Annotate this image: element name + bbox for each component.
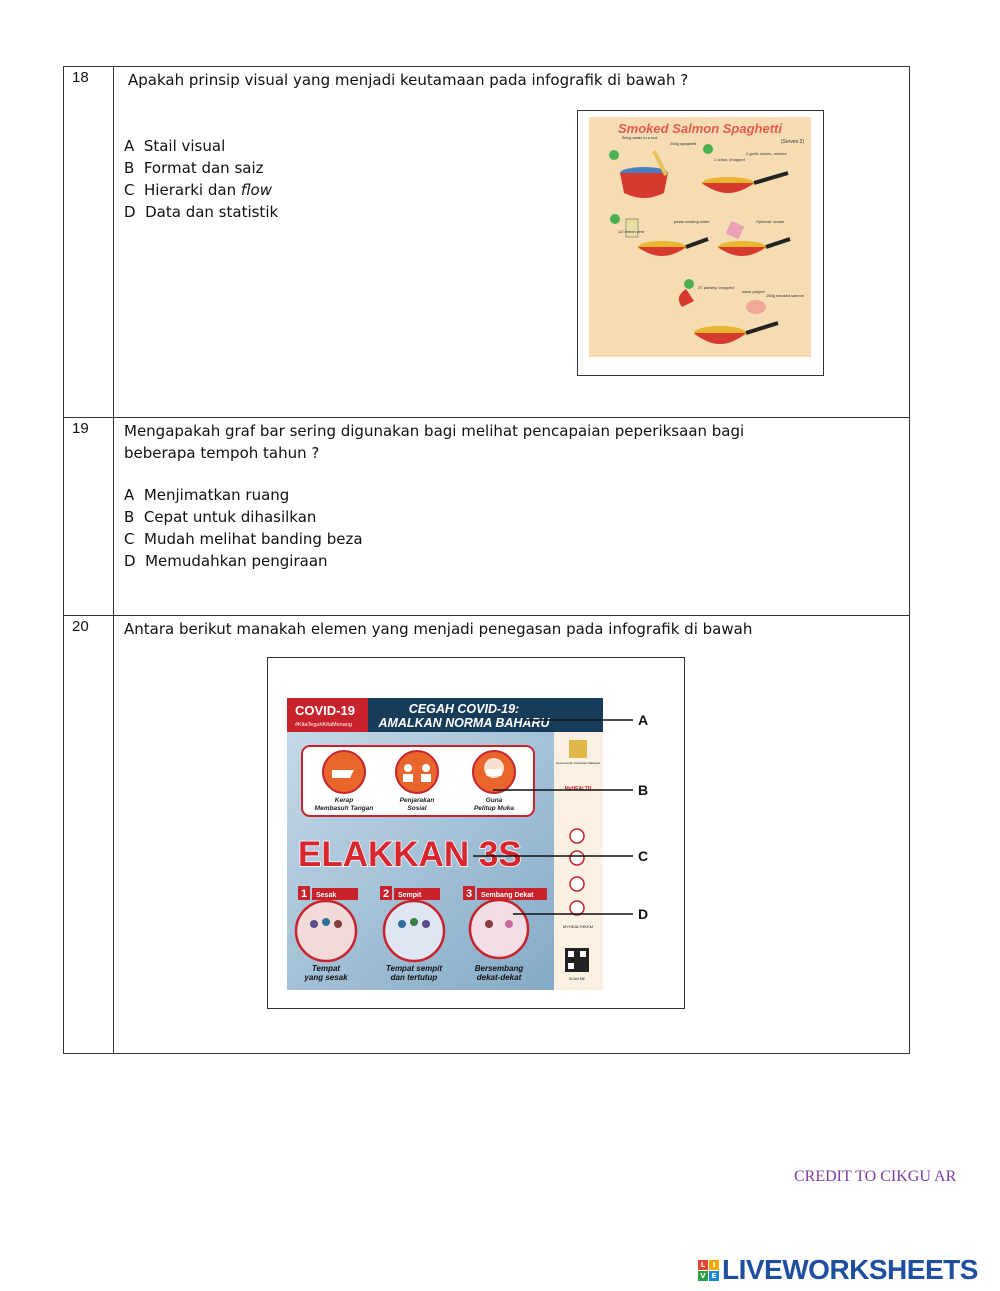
distancing-icon bbox=[396, 751, 438, 793]
credit-text: CREDIT TO CIKGU AR bbox=[794, 1168, 957, 1185]
svg-text:2 garlic cloves, minced: 2 garlic cloves, minced bbox=[746, 151, 787, 156]
callout-b: B bbox=[638, 782, 649, 798]
enclosed-space-icon bbox=[380, 886, 444, 961]
elakkan-3s-heading: ELAKKAN 3S bbox=[298, 835, 522, 874]
question-table bbox=[63, 66, 910, 1054]
callout-a: A bbox=[638, 712, 649, 728]
option-c[interactable]: C Mudah melihat banding beza bbox=[124, 530, 363, 548]
crowded-place-icon bbox=[296, 886, 358, 961]
question-row-20 bbox=[64, 616, 910, 1054]
option-c[interactable]: C Hierarki dan flow bbox=[124, 181, 272, 199]
option-a[interactable]: A Stail visual bbox=[124, 137, 226, 155]
svg-text:yang sesak: yang sesak bbox=[304, 973, 348, 982]
instagram-icon bbox=[570, 901, 584, 915]
recipe-title: Smoked Salmon Spaghetti bbox=[618, 121, 782, 136]
svg-text:Sempit: Sempit bbox=[398, 892, 422, 899]
svg-text:200g spaghetti: 200g spaghetti bbox=[670, 141, 697, 146]
twitter-icon bbox=[570, 851, 584, 865]
svg-text:Guna: Guna bbox=[485, 797, 503, 804]
option-b[interactable]: B Format dan saiz bbox=[124, 159, 264, 177]
handwash-icon bbox=[323, 751, 365, 793]
question-content bbox=[114, 418, 910, 616]
question-text: Mengapakah graf bar sering digunakan bagi melihat pencapaian peperiksaan bagi beberapa tempoh tahun ? bbox=[124, 422, 745, 462]
svg-text:AMALKAN NORMA BAHARU: AMALKAN NORMA BAHARU bbox=[378, 716, 550, 730]
youtube-icon bbox=[570, 877, 584, 891]
svg-text:SCAN ME: SCAN ME bbox=[569, 977, 585, 981]
question-text: Antara berikut manakah elemen yang menjadi penegasan pada infografik di bawah bbox=[124, 620, 753, 638]
option-d[interactable]: D Data dan statistik bbox=[124, 203, 279, 221]
option-d[interactable]: D Memudahkan pengiraan bbox=[124, 552, 328, 570]
svg-text:Optional: cream: Optional: cream bbox=[756, 219, 785, 224]
callout-d: D bbox=[638, 906, 649, 922]
svg-text:Sesak: Sesak bbox=[316, 892, 337, 899]
question-content bbox=[114, 67, 910, 418]
svg-text:1/2 lemon zest: 1/2 lemon zest bbox=[618, 229, 645, 234]
question-number: 20 bbox=[64, 616, 114, 1054]
svg-text:Pelitup Muka: Pelitup Muka bbox=[473, 805, 515, 812]
svg-text:Membasuh Tangan: Membasuh Tangan bbox=[314, 805, 374, 812]
svg-text:1: 1 bbox=[300, 888, 308, 900]
svg-text:2T parsley, chopped: 2T parsley, chopped bbox=[698, 285, 734, 290]
options-list bbox=[114, 484, 909, 572]
question-number: 19 bbox=[64, 418, 114, 616]
svg-text:COVID-19: COVID-19 bbox=[295, 703, 355, 718]
recipe-infographic bbox=[577, 110, 824, 376]
svg-text:(Serves 2): (Serves 2) bbox=[780, 139, 804, 145]
svg-text:Kerap: Kerap bbox=[334, 797, 354, 804]
svg-text:Tempat: Tempat bbox=[311, 964, 341, 973]
question-row-18 bbox=[64, 67, 910, 418]
svg-text:dekat-dekat: dekat-dekat bbox=[476, 973, 522, 982]
svg-text:Sosial: Sosial bbox=[407, 805, 427, 812]
liveworksheets-logo[interactable] bbox=[698, 1254, 978, 1286]
brand-text: LIVEWORKSHEETS bbox=[722, 1254, 978, 1285]
svg-text:#KitaTeguhKitaMenang: #KitaTeguhKitaMenang bbox=[295, 722, 352, 728]
question-content bbox=[114, 616, 910, 1054]
svg-text:3: 3 bbox=[465, 888, 473, 900]
svg-text:black pepper: black pepper bbox=[742, 289, 765, 294]
mask-icon bbox=[473, 751, 515, 793]
question-number: 18 bbox=[64, 67, 114, 418]
question-row-19 bbox=[64, 418, 910, 616]
svg-text:MYHEALTHKKM: MYHEALTHKKM bbox=[562, 924, 594, 929]
svg-text:Bersembang: Bersembang bbox=[474, 964, 524, 973]
svg-text:150g smoked salmon: 150g smoked salmon bbox=[766, 293, 805, 298]
svg-text:Kementerian Kesihatan Malaysia: Kementerian Kesihatan Malaysia bbox=[556, 761, 600, 765]
myhealth-logo: MyHEALTH bbox=[564, 786, 592, 792]
svg-text:dan tertutup: dan tertutup bbox=[390, 973, 438, 982]
svg-text:CEGAH COVID-19:: CEGAH COVID-19: bbox=[408, 702, 520, 716]
facebook-icon bbox=[570, 829, 584, 843]
svg-text:1 onion, chopped: 1 onion, chopped bbox=[714, 157, 745, 162]
option-a[interactable]: A Menjimatkan ruang bbox=[124, 486, 290, 504]
brand-icon: L I V E bbox=[698, 1260, 719, 1281]
svg-text:pasta cooking water: pasta cooking water bbox=[674, 219, 710, 224]
svg-text:Tempat sempit: Tempat sempit bbox=[385, 964, 443, 973]
svg-text:2: 2 bbox=[382, 888, 390, 900]
covid-infographic bbox=[267, 657, 685, 1009]
svg-text:Sembang Dekat: Sembang Dekat bbox=[481, 892, 534, 899]
option-b[interactable]: B Cepat untuk dihasilkan bbox=[124, 508, 317, 526]
svg-text:Bring water to a boil: Bring water to a boil bbox=[622, 135, 658, 140]
svg-text:Penjarakan: Penjarakan bbox=[399, 797, 435, 804]
callout-c: C bbox=[638, 848, 649, 864]
question-text: Apakah prinsip visual yang menjadi keutamaan pada infografik di bawah ? bbox=[128, 71, 689, 89]
